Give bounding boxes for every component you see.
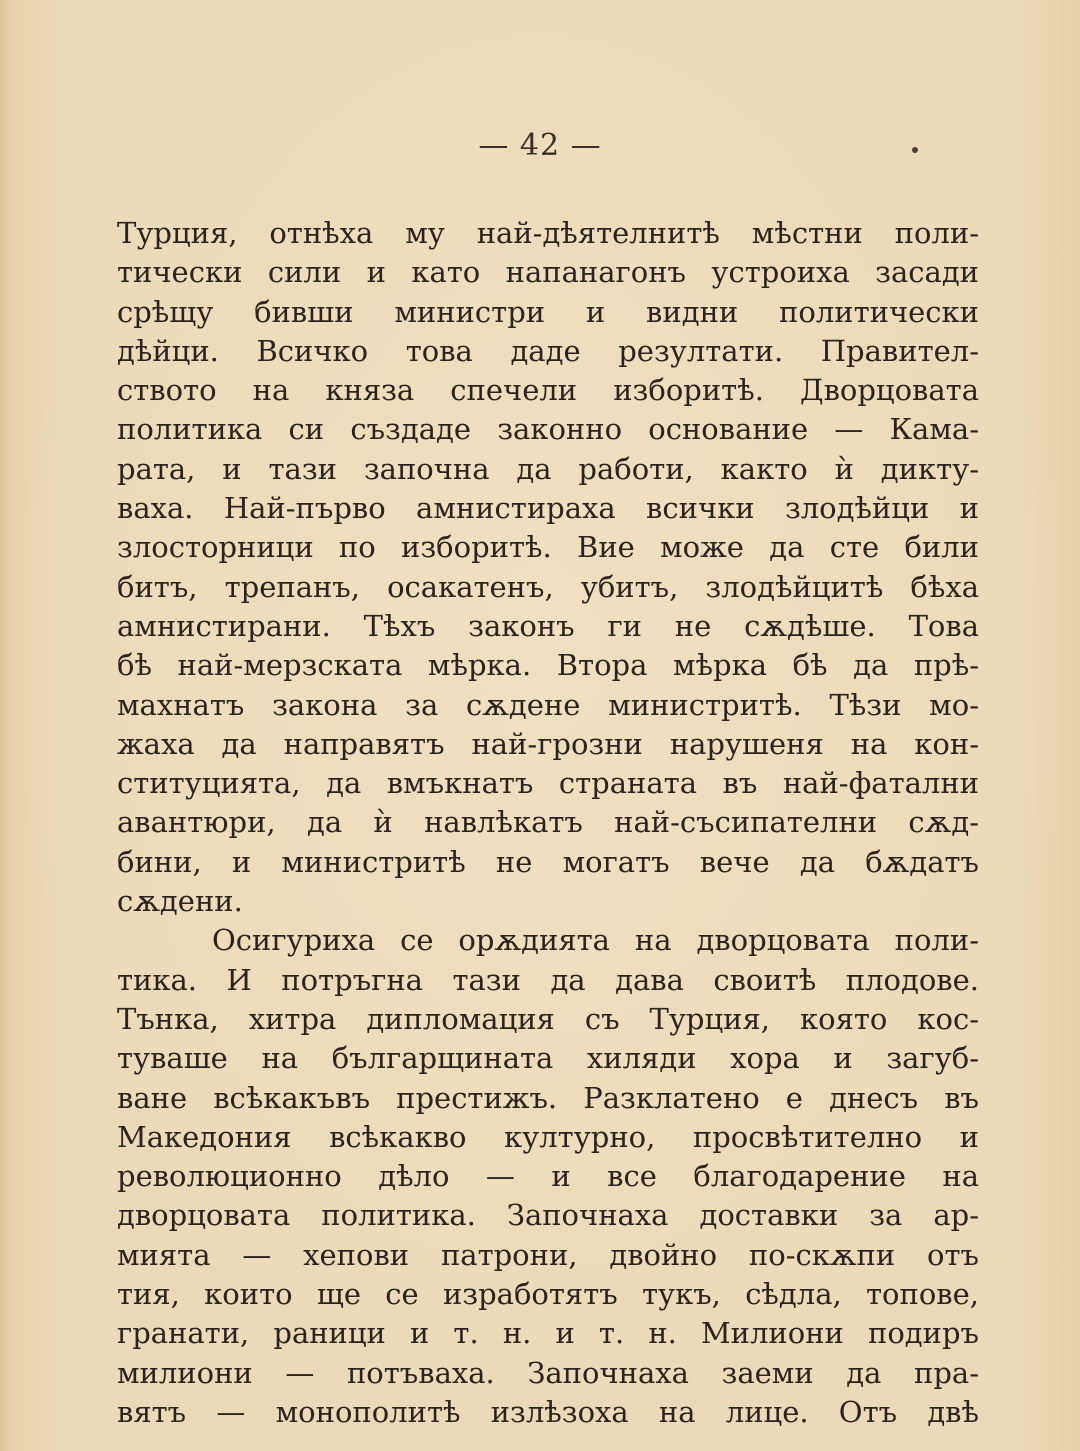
text-line: битъ, трепанъ, осакатенъ, убитъ, злодѣйцитѣ бѣха [117,569,979,604]
paragraph [117,214,979,921]
text-line: ване всѣкакъвъ престижъ. Разклатено е днесъ въ [117,1080,979,1115]
text-line: дворцовата политика. Започнаха доставки за ар- [117,1198,979,1233]
text-line: рата, и тази започна да работи, както ѝ дикту- [117,451,979,486]
text-line: амнистирани. Тѣхъ законъ ги не сѫдѣше. Това [117,608,979,643]
text-line: сѫдени. [117,884,243,919]
text-line: политика си създаде законно основание — Кама- [117,412,979,447]
text-line: срѣщу бивши министри и видни политически [117,294,979,329]
text-line: ституцията, да вмъкнатъ страната въ най-фатални [117,766,979,801]
text-line: Македония всѣкакво културно, просвѣтително и [117,1119,979,1154]
text-line: бѣ най-мерзската мѣрка. Втора мѣрка бѣ да прѣ- [117,648,979,683]
text-line: жаха да направятъ най-грозни нарушеня на кон- [117,726,979,761]
text-line: туваше на българщината хиляди хора и загуб- [117,1041,979,1076]
text-line: мията — хепови патрони, двойно по-скѫпи отъ [117,1237,979,1272]
text-line: авантюри, да ѝ навлѣкатъ най-съсипателни сѫд- [117,805,979,840]
text-line: Турция, отнѣха му най-дѣятелнитѣ мѣстни поли- [117,216,979,250]
text-line: дѣйци. Всичко това даде резултати. Правител- [117,333,979,368]
text-line: ството на княза спечели изборитѣ. Дворцовата [117,373,979,408]
text-line: тия, които ще се изработятъ тукъ, сѣдла, топове, [117,1277,979,1312]
text-line: тически сили и като напанагонъ устроиха засади [117,255,979,290]
page-number: — 42 — [478,128,602,163]
text-line: гранати, раници и т. н. и т. н. Милиони подиръ [117,1316,979,1351]
text-line: ваха. Най-първо амнистираха всички злодѣйци и [117,491,979,526]
text-line: милиони — потъваха. Започнаха заеми да пра- [117,1355,979,1390]
ink-speck [912,147,918,153]
text-line: вятъ — монополитѣ излѣзоха на лице. Отъ двѣ [117,1394,979,1429]
text-line: махнатъ закона за сѫдене министритѣ. Тѣзи мо- [117,687,979,722]
text-line: бини, и министритѣ не могатъ вече да бѫдатъ [117,844,979,879]
text-line: Тънка, хитра дипломация съ Турция, която кос- [117,1001,979,1036]
text-line: Осигуриха се орѫдията на дворцовата поли- [212,923,979,958]
paragraph [117,921,979,1432]
text-line: революционно дѣло — и все благодарение на [117,1159,979,1194]
text-line: злосторници по изборитѣ. Вие може да сте били [117,530,979,565]
body-text [117,214,979,1432]
text-line: тика. И потръгна тази да дава своитѣ плодове. [117,962,979,997]
